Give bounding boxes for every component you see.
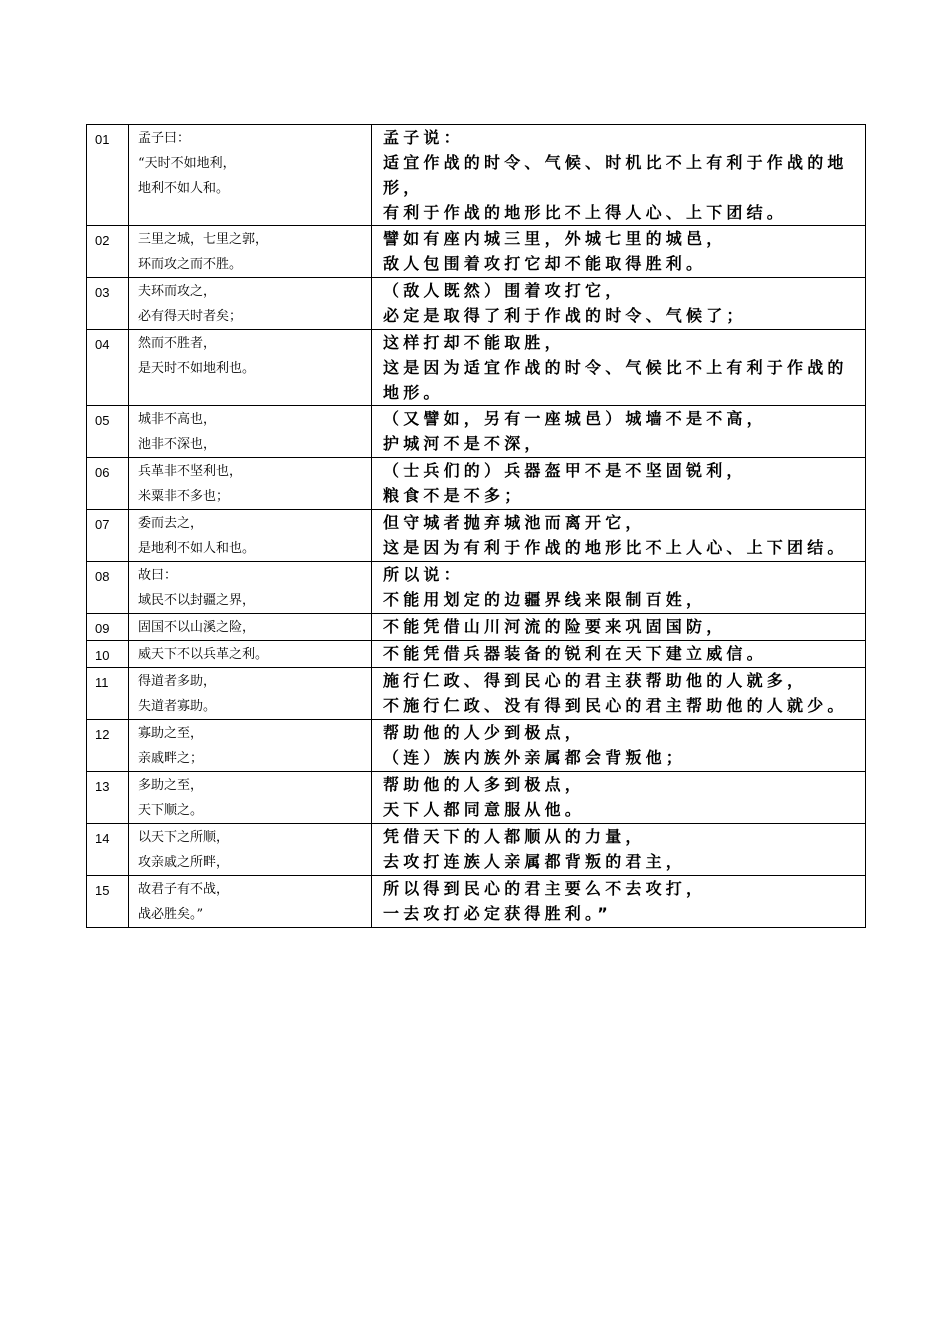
original-text-line: 孟子曰： xyxy=(138,131,191,146)
translation-text-cell xyxy=(372,125,866,226)
translation-text-line: 但守城者抛弃城池而离开它， xyxy=(383,513,646,532)
translation-text-line: 所以说： xyxy=(383,565,464,584)
original-text-cell xyxy=(129,876,372,928)
row-number: 13 xyxy=(87,772,129,824)
translation-text-line: 不能凭借兵器装备的锐利在天下建立威信。 xyxy=(383,644,767,663)
original-text-line: 域民不以封疆之界， xyxy=(138,593,256,608)
translation-text-line: 施行仁政、得到民心的君主获帮助他的人就多， xyxy=(383,671,808,690)
translation-text-cell xyxy=(372,772,866,824)
table-row xyxy=(87,562,866,614)
translation-text-line: 帮助他的人少到极点， xyxy=(383,723,586,742)
original-text-line: 故曰： xyxy=(138,568,178,583)
original-text-line: 委而去之， xyxy=(138,516,204,531)
original-text-line: 池非不深也， xyxy=(138,437,217,452)
original-text-line: 以天下之所顺， xyxy=(138,830,230,845)
translation-text-cell xyxy=(372,330,866,406)
translation-text-line: （又譬如，另有一座城邑）城墙不是不高， xyxy=(383,409,767,428)
translation-text-cell xyxy=(372,226,866,278)
original-text-line: 必有得天时者矣； xyxy=(138,309,243,324)
table-row xyxy=(87,226,866,278)
translation-text-line: （敌人既然）围着攻打它， xyxy=(383,281,626,300)
row-number: 15 xyxy=(87,876,129,928)
table-row xyxy=(87,668,866,720)
original-text-line: 失道者寡助。 xyxy=(138,699,217,714)
original-text-line: 多助之至， xyxy=(138,778,204,793)
translation-text-line: 护城河不是不深， xyxy=(383,434,545,453)
original-text-line: 然而不胜者， xyxy=(138,336,217,351)
original-text-line: “天时不如地利， xyxy=(138,156,236,171)
row-number: 03 xyxy=(87,278,129,330)
original-text-cell xyxy=(129,278,372,330)
original-text-line: 得道者多助， xyxy=(138,674,217,689)
translation-text-line: 适宜作战的时令、气候、时机比不上有利于作战的地形， xyxy=(383,153,848,197)
row-number: 04 xyxy=(87,330,129,406)
original-text-cell xyxy=(129,406,372,458)
original-text-line: 固国不以山溪之险， xyxy=(138,620,256,635)
original-text-cell xyxy=(129,510,372,562)
original-text-cell xyxy=(129,125,372,226)
translation-text-line: 粮食不是不多； xyxy=(383,486,525,505)
original-text-line: 夫环而攻之， xyxy=(138,284,217,299)
table-row xyxy=(87,510,866,562)
table-row xyxy=(87,406,866,458)
original-text-line: 寡助之至， xyxy=(138,726,204,741)
translation-table xyxy=(86,124,866,928)
original-text-cell xyxy=(129,458,372,510)
translation-text-line: 不施行仁政、没有得到民心的君主帮助他的人就少。 xyxy=(383,696,848,715)
original-text-cell xyxy=(129,226,372,278)
table-row xyxy=(87,458,866,510)
translation-text-cell xyxy=(372,458,866,510)
translation-text-line: 不能用划定的边疆界线来限制百姓， xyxy=(383,590,707,609)
original-text-line: 三里之城，七里之郭， xyxy=(138,232,269,247)
table-row xyxy=(87,824,866,876)
translation-text-line: 孟子说： xyxy=(383,128,464,147)
original-text-line: 是地利不如人和也。 xyxy=(138,541,256,556)
translation-text-cell xyxy=(372,562,866,614)
original-text-cell xyxy=(129,614,372,641)
row-number: 10 xyxy=(87,641,129,668)
original-text-line: 地利不如人和。 xyxy=(138,181,230,196)
translation-text-cell xyxy=(372,406,866,458)
translation-text-line: 这样打却不能取胜， xyxy=(383,333,565,352)
translation-text-line: 凭借天下的人都顺从的力量， xyxy=(383,827,646,846)
translation-text-line: 不能凭借山川河流的险要来巩固国防， xyxy=(383,617,727,636)
translation-text-cell xyxy=(372,824,866,876)
translation-text-line: （连）族内族外亲属都会背叛他； xyxy=(383,748,687,767)
original-text-line: 城非不高也， xyxy=(138,412,217,427)
translation-text-line: 帮助他的人多到极点， xyxy=(383,775,586,794)
original-text-cell xyxy=(129,330,372,406)
table-row xyxy=(87,772,866,824)
translation-text-cell xyxy=(372,510,866,562)
original-text-line: 环而攻之而不胜。 xyxy=(138,257,243,272)
translation-text-line: 去攻打连族人亲属都背叛的君主， xyxy=(383,852,687,871)
original-text-cell xyxy=(129,720,372,772)
table-row xyxy=(87,641,866,668)
original-text-line: 米粟非不多也； xyxy=(138,489,230,504)
original-text-line: 威天下不以兵革之利。 xyxy=(138,647,269,662)
translation-text-line: 天下人都同意服从他。 xyxy=(383,800,586,819)
translation-text-cell xyxy=(372,668,866,720)
original-text-cell xyxy=(129,772,372,824)
row-number: 12 xyxy=(87,720,129,772)
translation-text-line: 这是因为有利于作战的地形比不上人心、上下团结。 xyxy=(383,538,848,557)
table-row xyxy=(87,278,866,330)
table-row xyxy=(87,330,866,406)
original-text-line: 是天时不如地利也。 xyxy=(138,361,256,376)
original-text-line: 兵革非不坚利也， xyxy=(138,464,243,479)
row-number: 01 xyxy=(87,125,129,226)
original-text-cell xyxy=(129,668,372,720)
original-text-line: 攻亲戚之所畔， xyxy=(138,855,230,870)
translation-text-cell xyxy=(372,641,866,668)
original-text-cell xyxy=(129,824,372,876)
row-number: 14 xyxy=(87,824,129,876)
row-number: 09 xyxy=(87,614,129,641)
row-number: 07 xyxy=(87,510,129,562)
row-number: 08 xyxy=(87,562,129,614)
translation-text-line: （士兵们的）兵器盔甲不是不坚固锐利， xyxy=(383,461,747,480)
translation-text-line: 所以得到民心的君主要么不去攻打， xyxy=(383,879,707,898)
row-number: 06 xyxy=(87,458,129,510)
table-row xyxy=(87,125,866,226)
translation-text-cell xyxy=(372,614,866,641)
table-row xyxy=(87,614,866,641)
translation-text-line: 譬如有座内城三里，外城七里的城邑， xyxy=(383,229,727,248)
table-row xyxy=(87,876,866,928)
row-number: 05 xyxy=(87,406,129,458)
original-text-cell xyxy=(129,641,372,668)
row-number: 02 xyxy=(87,226,129,278)
translation-text-cell xyxy=(372,876,866,928)
table-body xyxy=(87,125,866,928)
translation-text-line: 一去攻打必定获得胜利。” xyxy=(383,904,612,923)
row-number: 11 xyxy=(87,668,129,720)
original-text-line: 亲戚畔之； xyxy=(138,751,204,766)
table-row xyxy=(87,720,866,772)
translation-text-cell xyxy=(372,720,866,772)
original-text-line: 天下顺之。 xyxy=(138,803,204,818)
original-text-line: 故君子有不战， xyxy=(138,882,230,897)
translation-text-line: 有利于作战的地形比不上得人心、上下团结。 xyxy=(383,203,788,222)
original-text-cell xyxy=(129,562,372,614)
original-text-line: 战必胜矣。” xyxy=(138,907,204,922)
translation-text-line: 这是因为适宜作战的时令、气候比不上有利于作战的地形。 xyxy=(383,358,848,402)
translation-text-line: 敌人包围着攻打它却不能取得胜利。 xyxy=(383,254,707,273)
translation-text-line: 必定是取得了利于作战的时令、气候了； xyxy=(383,306,747,325)
translation-text-cell xyxy=(372,278,866,330)
